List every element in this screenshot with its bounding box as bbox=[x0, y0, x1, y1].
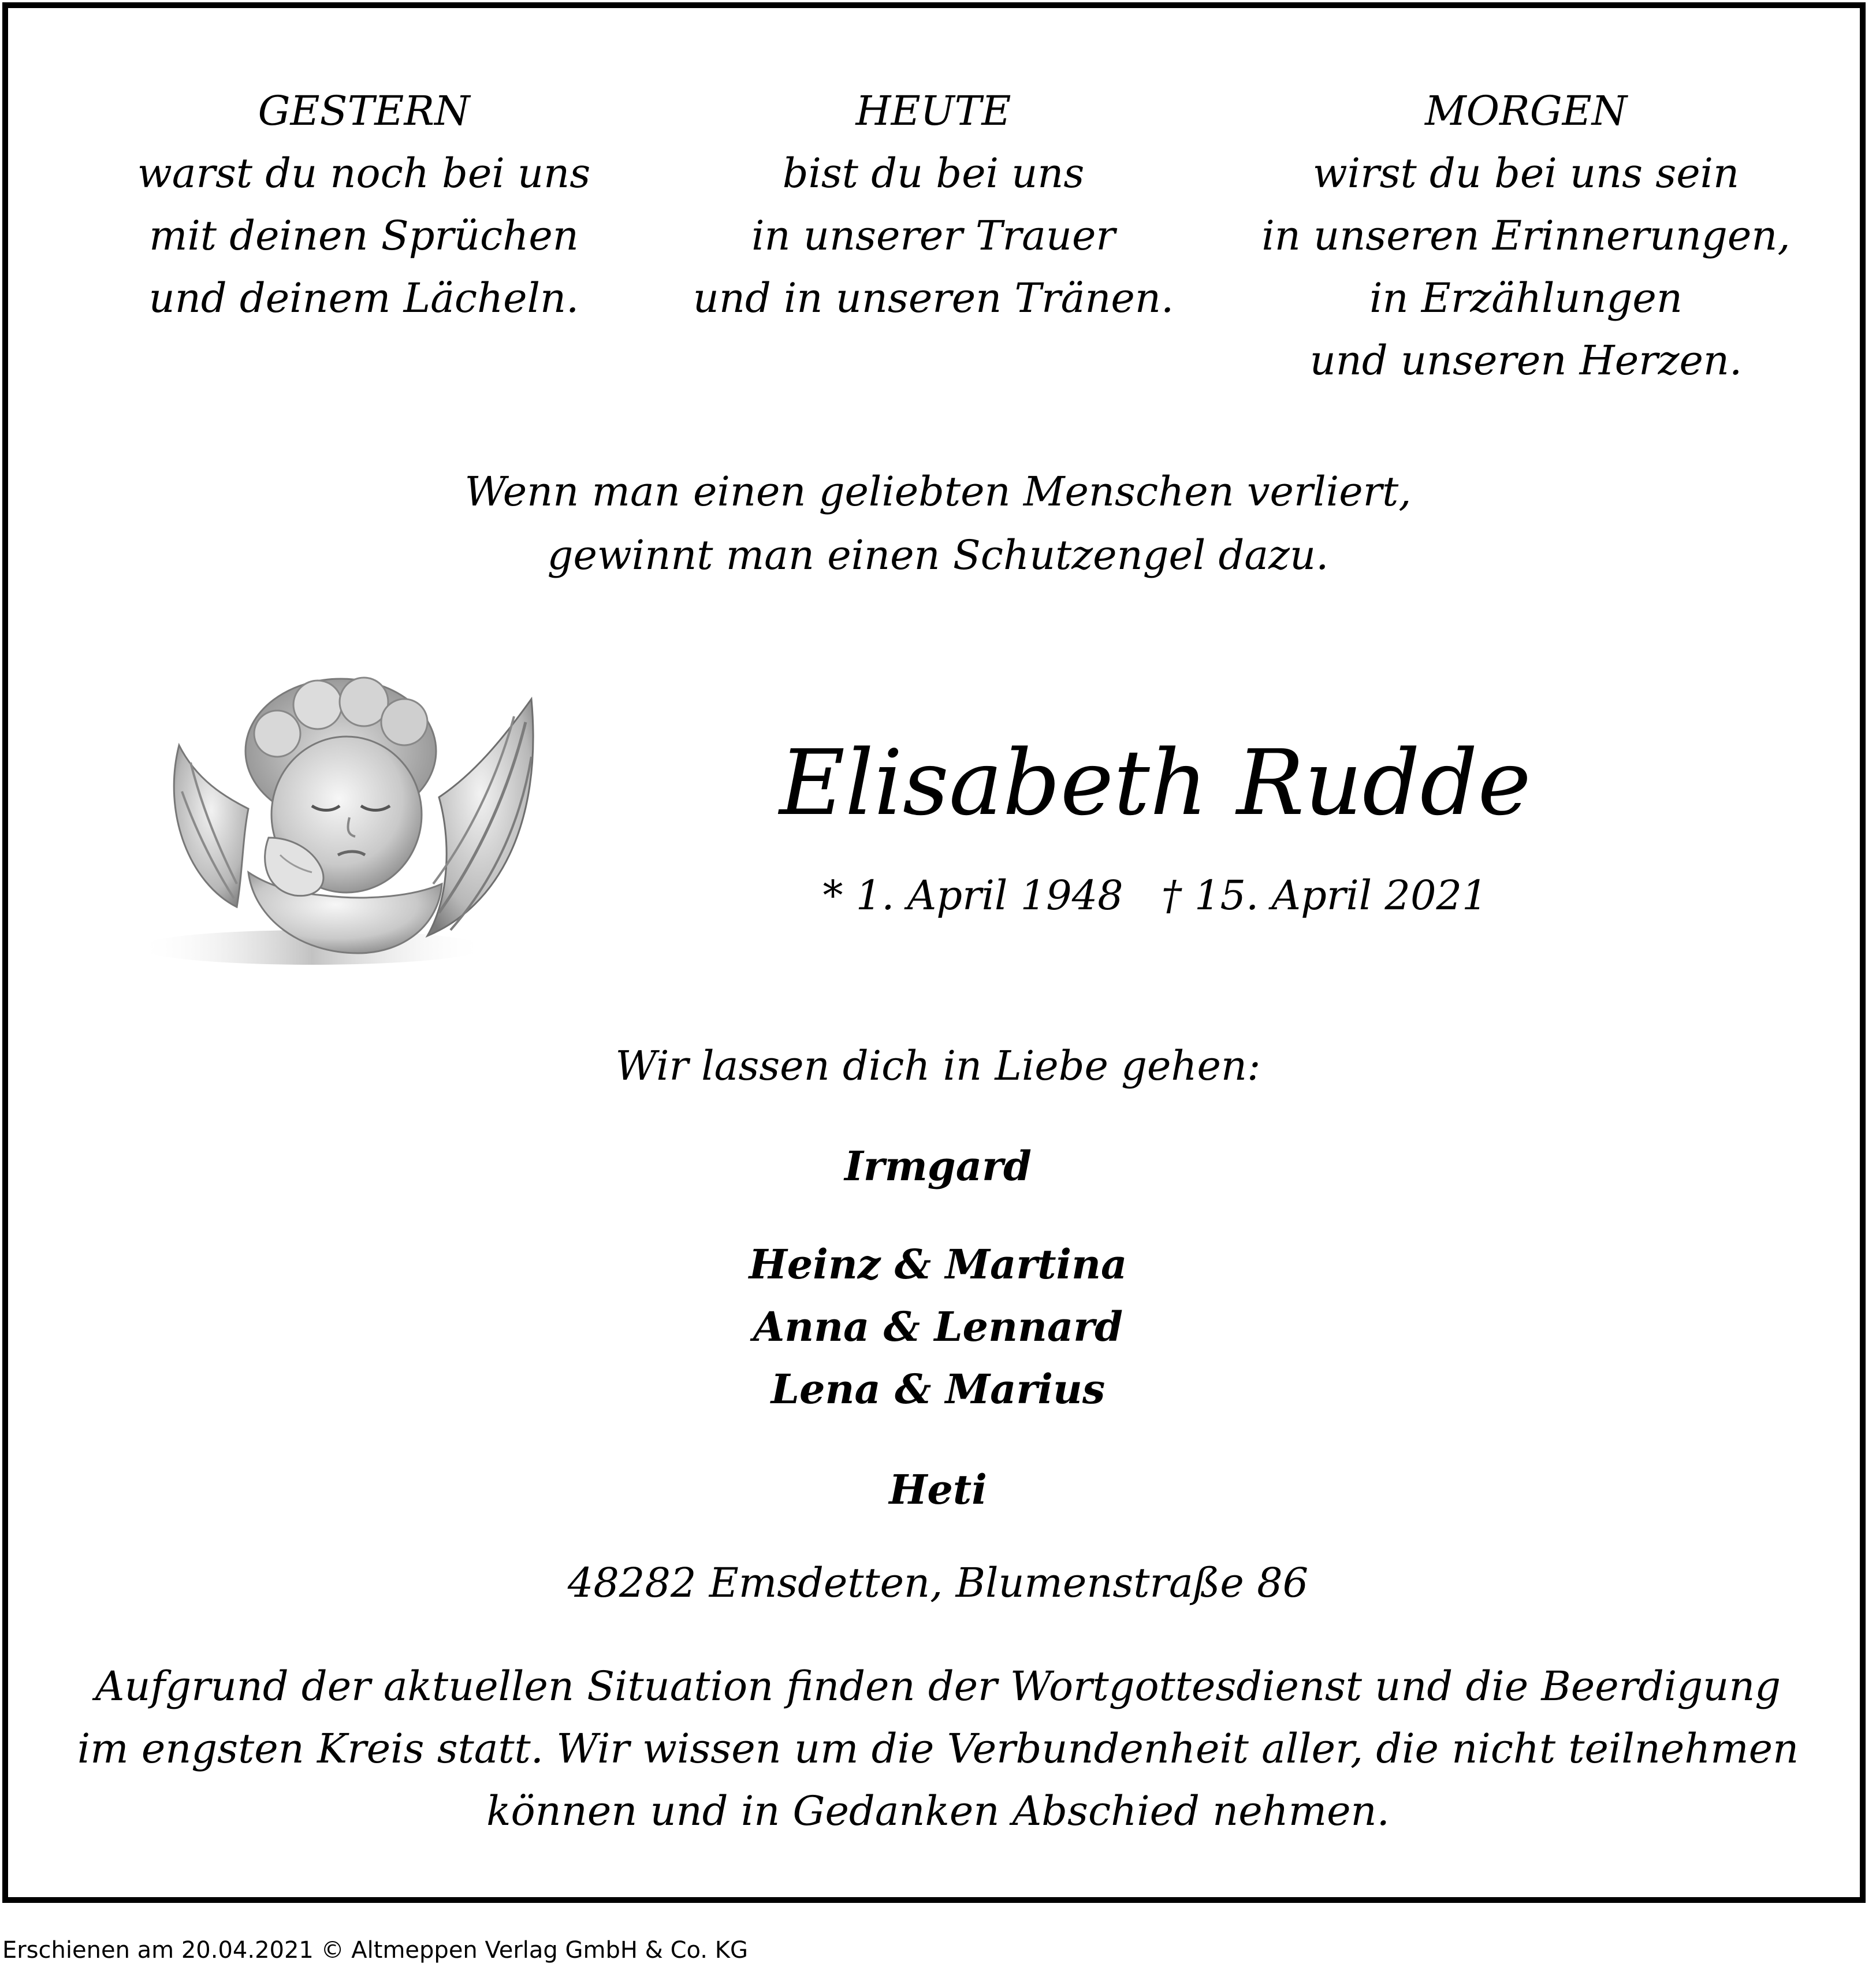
poem-line: bist du bei uns bbox=[782, 150, 1085, 197]
cherub-angel-image bbox=[127, 664, 554, 976]
life-dates bbox=[578, 867, 1733, 924]
deceased-name: Elisabeth Rudde bbox=[779, 730, 1531, 835]
notice-line: Aufgrund der aktuellen Situation finden der Wortgottesdienst und die Beerdigung bbox=[95, 1663, 1781, 1710]
poem-title-heute: HEUTE bbox=[855, 87, 1011, 135]
poem-line: warst du noch bei uns bbox=[137, 150, 591, 197]
poem-column-heute bbox=[645, 80, 1222, 329]
poem-line: und deinem Lächeln. bbox=[148, 274, 579, 322]
publication-footer: Erschienen am 20.04.2021 © Altmeppen Verlag GmbH & Co. KG bbox=[2, 1937, 748, 1964]
poem-line: und unseren Herzen. bbox=[1309, 337, 1743, 384]
poem-line: und in unseren Tränen. bbox=[693, 274, 1174, 322]
poem-column-gestern bbox=[75, 80, 653, 329]
poem-line: mit deinen Sprüchen bbox=[149, 212, 579, 259]
mourner-name: Heinz & Martina bbox=[749, 1240, 1127, 1288]
mourner-name: Irmgard bbox=[844, 1142, 1032, 1190]
mourner-name: Heti bbox=[889, 1466, 987, 1514]
death-date: † 15. April 2021 bbox=[1161, 872, 1488, 919]
poem-line: in Erzählungen bbox=[1369, 274, 1683, 322]
poem-line: wirst du bei uns sein bbox=[1312, 150, 1740, 197]
quote-line: Wenn man einen geliebten Menschen verliert, bbox=[464, 468, 1412, 515]
poem-column-morgen bbox=[1237, 80, 1815, 392]
quote-line: gewinnt man einen Schutzengel dazu. bbox=[547, 531, 1329, 579]
poem-line: in unserer Trauer bbox=[751, 212, 1115, 259]
family-address: 48282 Emsdetten, Blumenstraße 86 bbox=[567, 1559, 1309, 1607]
mourner-group bbox=[0, 1233, 1876, 1421]
mourners-intro: Wir lassen dich in Liebe gehen: bbox=[615, 1042, 1261, 1090]
poem-title-gestern: GESTERN bbox=[258, 87, 470, 135]
notice-line: können und in Gedanken Abschied nehmen. bbox=[486, 1787, 1390, 1835]
poem-title-morgen: MORGEN bbox=[1424, 87, 1628, 135]
notice-line: im engsten Kreis statt. Wir wissen um die Verbundenheit aller, die nicht teilnehmen bbox=[77, 1725, 1799, 1772]
poem-line: in unseren Erinnerungen, bbox=[1261, 212, 1791, 259]
memorial-quote bbox=[0, 460, 1876, 587]
birth-date: * 1. April 1948 bbox=[822, 872, 1123, 919]
mourner-name: Anna & Lennard bbox=[753, 1303, 1123, 1351]
mourner-name: Lena & Marius bbox=[770, 1365, 1106, 1413]
funeral-notice bbox=[0, 1655, 1876, 1842]
